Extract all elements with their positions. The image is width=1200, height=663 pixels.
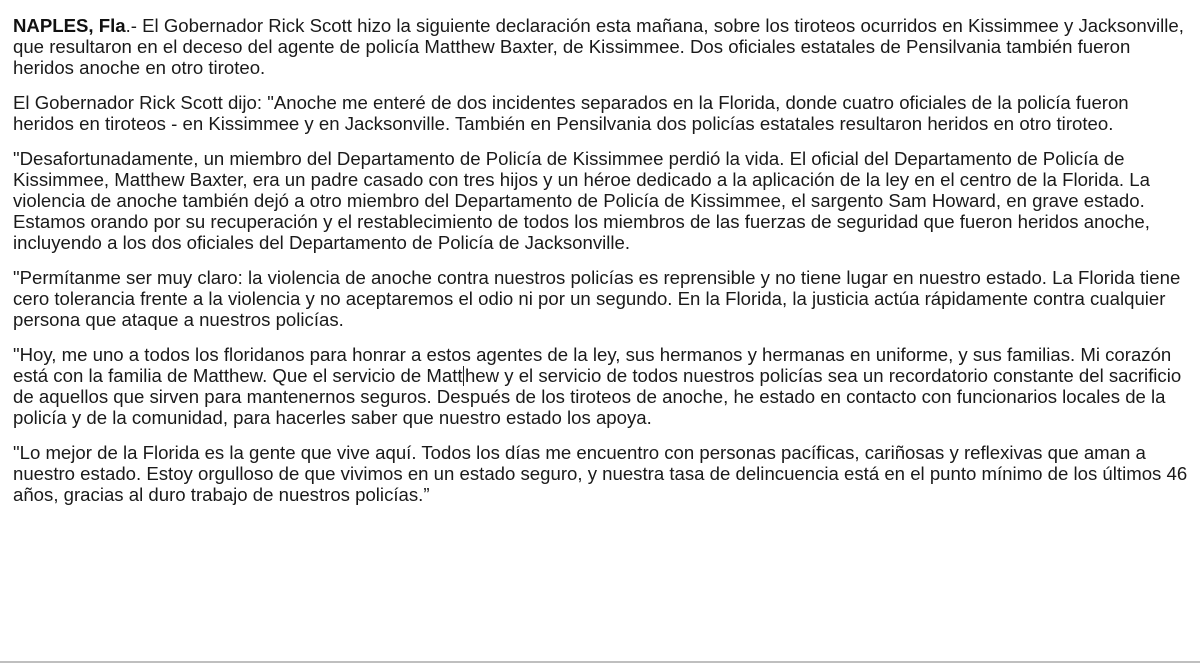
paragraph-1-text: El Gobernador Rick Scott hizo la siguiente declaración esta mañana, sobre los tiroteos ocurridos en Kissimmee y Jacksonville, que resultaron en el deceso del agente de policía Matthew Baxter, de Kissimmee. Dos oficiales estatales de Pensilvania también fueron heridos anoche en otro tiroteo. (13, 15, 1184, 78)
paragraph-1 (13, 15, 1193, 78)
paragraph-2: El Gobernador Rick Scott dijo: "Anoche me enteré de dos incidentes separados en la Florida, donde cuatro oficiales de la policía fueron heridos en tiroteos - en Kissimmee y en Jacksonville. También en Pensilvania dos policías estatales resultaron heridos en otro tiroteo. (13, 92, 1129, 134)
paragraph-5-text-a: "Hoy, me uno a todos los floridanos para honrar a estos agentes de la ley, sus hermanos y hermanas en uniforme, y sus familias. Mi corazón está con la familia de Matthew. Que el servicio de Matt (13, 344, 1172, 386)
paragraph-4: "Permítanme ser muy claro: la violencia de anoche contra nuestros policías es reprensible y no tiene lugar en nuestro estado. La Florida tiene cero tolerancia frente a la violencia y no aceptaremos el odio ni por un segundo. En la Florida, la justicia actúa rápidamente contra cualquier persona que ataque a nuestros policías. (13, 267, 1181, 330)
dateline: NAPLES, Fla (13, 15, 126, 36)
paragraph-6: "Lo mejor de la Florida es la gente que vive aquí. Todos los días me encuentro con personas pacíficas, cariñosas y reflexivas que aman a nuestro estado. Estoy orgulloso de que vivimos en un estado seguro, y nuestra tasa de delincuencia está en el punto mínimo de los últimos 46 años, gracias al duro trabajo de nuestros policías.” (13, 442, 1188, 505)
paragraph-5 (13, 344, 1193, 428)
text-cursor (463, 366, 464, 386)
paragraph-5-text-b: hew y el servicio de todos nuestros policías sea un recordatorio constante del sacrificio de aquellos que sirven para mantenernos seguros. Después de los tiroteos de anoche, he estado en contacto con funcionarios locales de la policía y de la comunidad, para hacerles saber que nuestro estado los apoya. (13, 365, 1182, 428)
document-body (13, 15, 1193, 519)
dateline-separator: .- (125, 15, 137, 36)
paragraph-3: "Desafortunadamente, un miembro del Departamento de Policía de Kissimmee perdió la vida. El oficial del Departamento de Policía de Kissimmee, Matthew Baxter, era un padre casado con tres hijos y un héroe dedicado a la aplicación de la ley en el centro de la Florida. La violencia de anoche también dejó a otro miembro del Departamento de Policía de Kissimmee, el sargento Sam Howard, en grave estado. Estamos orando por su recuperación y el restablecimiento de todos los miembros de las fuerzas de seguridad que fueron heridos anoche, incluyendo a los dos oficiales del Departamento de Policía de Jacksonville. (13, 148, 1150, 253)
